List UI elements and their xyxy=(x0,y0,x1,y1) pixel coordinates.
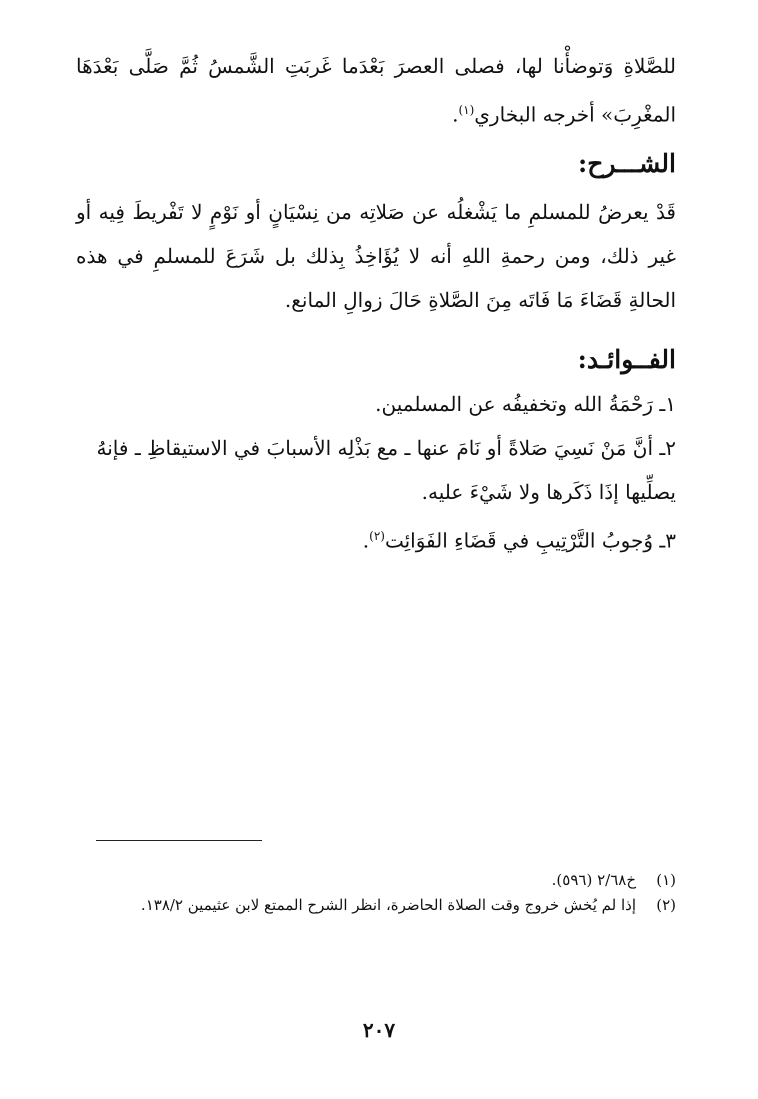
footnote-text: خ٢/٦٨ (٥٩٦). xyxy=(551,871,636,889)
page-number: ٢٠٧ xyxy=(362,1018,396,1042)
sharh-paragraph: قَدْ يعرضُ للمسلمِ ما يَشْغلُه عن صَلاتِه من نِسْيَانٍ أو نَوْمٍ لا تَفْريطَ فِيه أو غير ذلك، ومن رحمةِ اللهِ أنه لا يُؤَاخِذُ بِذلك بل شَرَعَ للمسلمِ في هذه الحالةِ قَضَاءَ مَا فَاتَه مِنَ الصَّلاةِ حَالَ زوالِ المانع. xyxy=(76,200,676,312)
intro-text: للصَّلاةِ وَتوضأْنا لها، فصلى العصرَ بَعْدَما غَربَتِ الشَّمسُ ثُمَّ صَلَّى بَعْدَهَا المغْرِبَ» أخرجه البخاري xyxy=(76,54,676,127)
list-item: ٢ـ أنَّ مَنْ نَسِيَ صَلاةً أو نَامَ عنها ـ مع بَذْلِه الأسبابَ في الاستيقاظِ ـ فإنهُ يصلِّيها إذَا ذَكَرها ولا شَيْءَ عليه. xyxy=(96,436,676,504)
list-item-text: ٣ـ وُجوبُ التَّرْتِيبِ في قَضَاءِ الفَوَائِت xyxy=(384,528,676,553)
footnote-number: (٢) xyxy=(656,896,676,914)
footnote-number: (١) xyxy=(656,871,676,889)
list-item-end: . xyxy=(362,528,370,553)
footnote-1 xyxy=(76,868,676,893)
list-item xyxy=(76,514,676,563)
fawaid-heading: الفــوائـد: xyxy=(577,345,676,374)
footnote-ref-1: (١) xyxy=(458,103,475,117)
list-item: ١ـ رَحْمَةُ الله وتخفيفُه عن المسلمين. xyxy=(375,392,676,416)
footnote-text: إذا لم يُخش خروج وقت الصلاة الحاضرة، انظر الشرح الممتع لابن عثيمين ١٣٨/٢. xyxy=(140,896,636,914)
sharh-heading: الشـــرح: xyxy=(578,149,676,178)
fawaid-list xyxy=(76,382,676,563)
intro-end: . xyxy=(452,102,459,127)
footnote-2 xyxy=(76,893,676,918)
intro-paragraph xyxy=(76,44,676,137)
footnote-ref-2: (٢) xyxy=(369,529,385,543)
footnote-divider xyxy=(96,840,262,841)
